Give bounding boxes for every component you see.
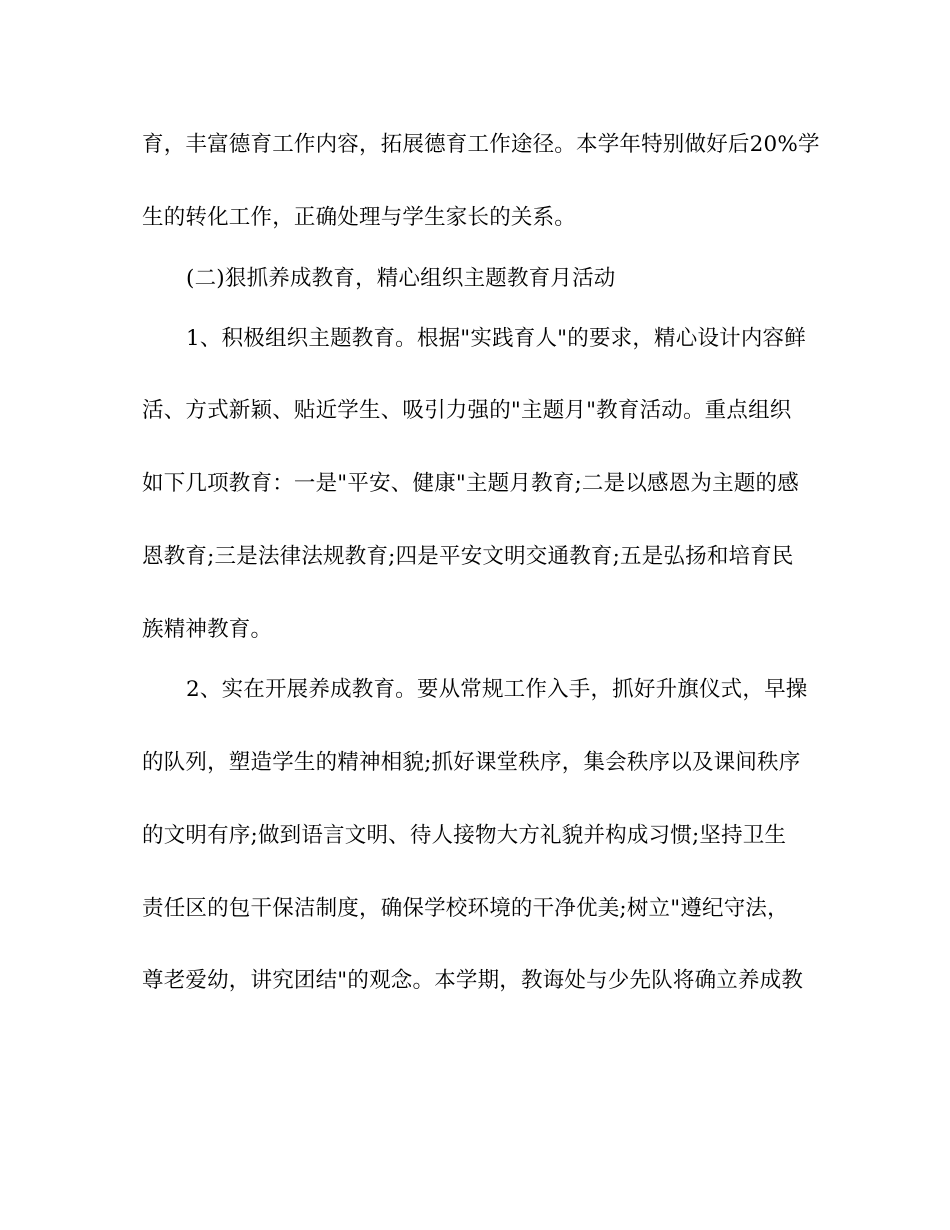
- body-text-line: 族精神教育。: [142, 617, 273, 642]
- body-text-line: 责任区的包干保洁制度，确保学校环境的干净优美;树立"遵纪守法，: [142, 896, 789, 921]
- body-text-line: 活、方式新颖、贴近学生、吸引力强的"主题月"教育活动。重点组织: [142, 398, 792, 423]
- body-text-line: 生的转化工作，正确处理与学生家长的关系。: [142, 205, 577, 230]
- body-text-line: 的队列，塑造学生的精神相貌;抓好课堂秩序，集会秩序以及课间秩序: [142, 750, 801, 775]
- body-text-line: 1、积极组织主题教育。根据"实践育人"的要求，精心设计内容鲜: [186, 326, 806, 351]
- section-heading: (二)狠抓养成教育，精心组织主题教育月活动: [186, 266, 616, 291]
- body-text-line: 尊老爱幼，讲究团结"的观念。本学期，教诲处与少先队将确立养成教: [142, 968, 804, 993]
- body-text-line: 的文明有序;做到语言文明、待人接物大方礼貌并构成习惯;坚持卫生: [142, 823, 787, 848]
- body-text-line: 2、实在开展养成教育。要从常规工作入手，抓好升旗仪式，早操: [186, 677, 808, 702]
- body-text-line: 如下几项教育：一是"平安、健康"主题月教育;二是以感恩为主题的感: [142, 471, 799, 496]
- body-text-line: 育，丰富德育工作内容，拓展德育工作途径。本学年特别做好后20%学: [142, 132, 820, 157]
- body-text-line: 恩教育;三是法律法规教育;四是平安文明交通教育;五是弘扬和培育民: [142, 544, 794, 569]
